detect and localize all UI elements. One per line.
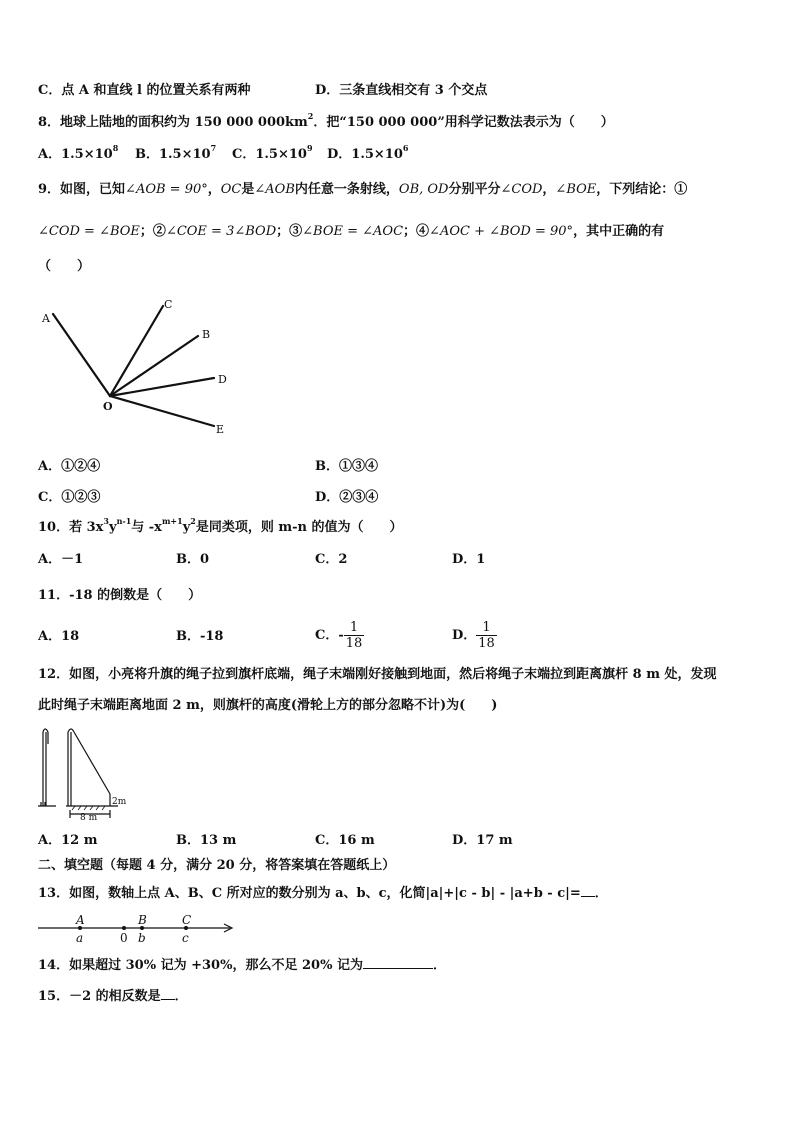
q12-stem-line1: 12．如图，小亮将升旗的绳子拉到旗杆底端，绳子末端刚好接触到地面，然后将绳子末端拉到距离旗杆 8 m 处，发现	[38, 667, 717, 682]
q13-label-c: c	[182, 931, 189, 945]
q12-label-2m: 2m	[112, 797, 127, 807]
q13-label-a: a	[76, 931, 84, 945]
q13-answer-blank	[581, 896, 595, 897]
q10-option-d: D．1	[452, 552, 486, 567]
q8-option-c: C．$1.5\times 10^9$	[232, 143, 313, 162]
q13-label-zero: 0	[120, 931, 128, 945]
q11-stem: 11．-18 的倒数是（ ）	[38, 588, 202, 603]
q9-option-c: C．①②③	[38, 490, 101, 505]
q10-stem: 10．若 $3x^3y^{n-1}$与 $-x^{m+1}y^2$是同类项，则 m-n 的值为（ ）	[38, 516, 403, 535]
q11-fraction-d: $\frac{1}{18}$	[478, 620, 495, 651]
q9-option-a: A．①②④	[38, 459, 101, 474]
q9-stem-line2: ∠COD = ∠BOE；②∠COE = 3∠BOD；③∠BOE = ∠AOC；④∠AOC + ∠BOD = 90°，其中正确的有	[38, 224, 665, 239]
q9-option-d: D．②③④	[315, 490, 379, 505]
q11-option-b: B．-18	[176, 629, 224, 644]
q10-option-b: B．0	[176, 552, 210, 567]
q12-option-b: B．13 m	[176, 833, 237, 848]
q12-option-c: C．16 m	[315, 833, 375, 848]
q10-option-a: A．－1	[38, 552, 84, 567]
q7-option-c: C．点 A 和直线 l 的位置关系有两种	[38, 83, 251, 98]
q12-option-a: A．12 m	[38, 833, 98, 848]
q12-option-d: D．17 m	[452, 833, 513, 848]
q8-option-b: B．$1.5\times 10^7$	[135, 143, 217, 162]
q9-label-c: C	[164, 298, 173, 311]
q13-stem: 13．如图，数轴上点 A、B、C 所对应的数分别为 a、b、c，化简|a|+|c - b| - |a+b - c|= ．	[38, 886, 608, 901]
q9-label-e: E	[216, 423, 225, 436]
q8-option-d: D．$1.5\times 10^6$	[327, 143, 409, 162]
q15-stem: 15．－2 的相反数是 ．	[38, 989, 188, 1004]
q9-stem-line1: 9．如图，已知∠AOB = 90°，OC是∠AOB内任意一条射线，OB, OD分别平分∠COD，∠BOE，下列结论：①	[38, 182, 688, 197]
q13-number-line	[38, 912, 238, 944]
q9-label-b: B	[202, 328, 211, 341]
q14-answer-blank	[363, 968, 433, 969]
q12-flagpole-figure	[38, 724, 138, 824]
q9-angle-figure	[38, 292, 238, 442]
q8-option-a: A．$1.5\times 10^8$	[38, 143, 119, 162]
q13-label-b: b	[138, 931, 146, 945]
q15-answer-blank	[161, 999, 175, 1000]
q9-label-o: O	[103, 400, 113, 413]
q9-label-d: D	[218, 373, 227, 386]
q9-label-a: A	[42, 312, 50, 325]
q10-option-c: C．2	[315, 552, 348, 567]
q12-stem-line2: 此时绳子末端距离地面 2 m，则旗杆的高度(滑轮上方的部分忽略不计)为( )	[38, 698, 498, 713]
q13-label-C: C	[182, 913, 192, 927]
q11-option-a: A．18	[38, 629, 80, 644]
q12-label-8m: 8 m	[80, 813, 98, 823]
q7-option-d: D．三条直线相交有 3 个交点	[315, 83, 488, 98]
q13-label-A: A	[76, 913, 85, 927]
q11-fraction-c: $\frac{1}{18}$	[345, 620, 363, 651]
q9-option-b: B．①③④	[315, 459, 378, 474]
section2-title: 二、填空题（每题 4 分，满分 20 分，将答案填在答题纸上）	[38, 858, 396, 873]
q11-option-c: C．- $\frac{1}{18}$	[315, 620, 363, 651]
q8-stem: 8．地球上陆地的面积约为 150 000 $000km^2$．把“150 000 000”用科学记数法表示为（ ）	[38, 111, 614, 130]
q13-label-B: B	[138, 913, 147, 927]
q14-stem: 14．如果超过 30% 记为 +30%，那么不足 20% 记为 ．	[38, 958, 446, 973]
q11-option-d: D． $\frac{1}{18}$	[452, 620, 495, 651]
q9-stem-line3: （ ）	[38, 259, 91, 274]
